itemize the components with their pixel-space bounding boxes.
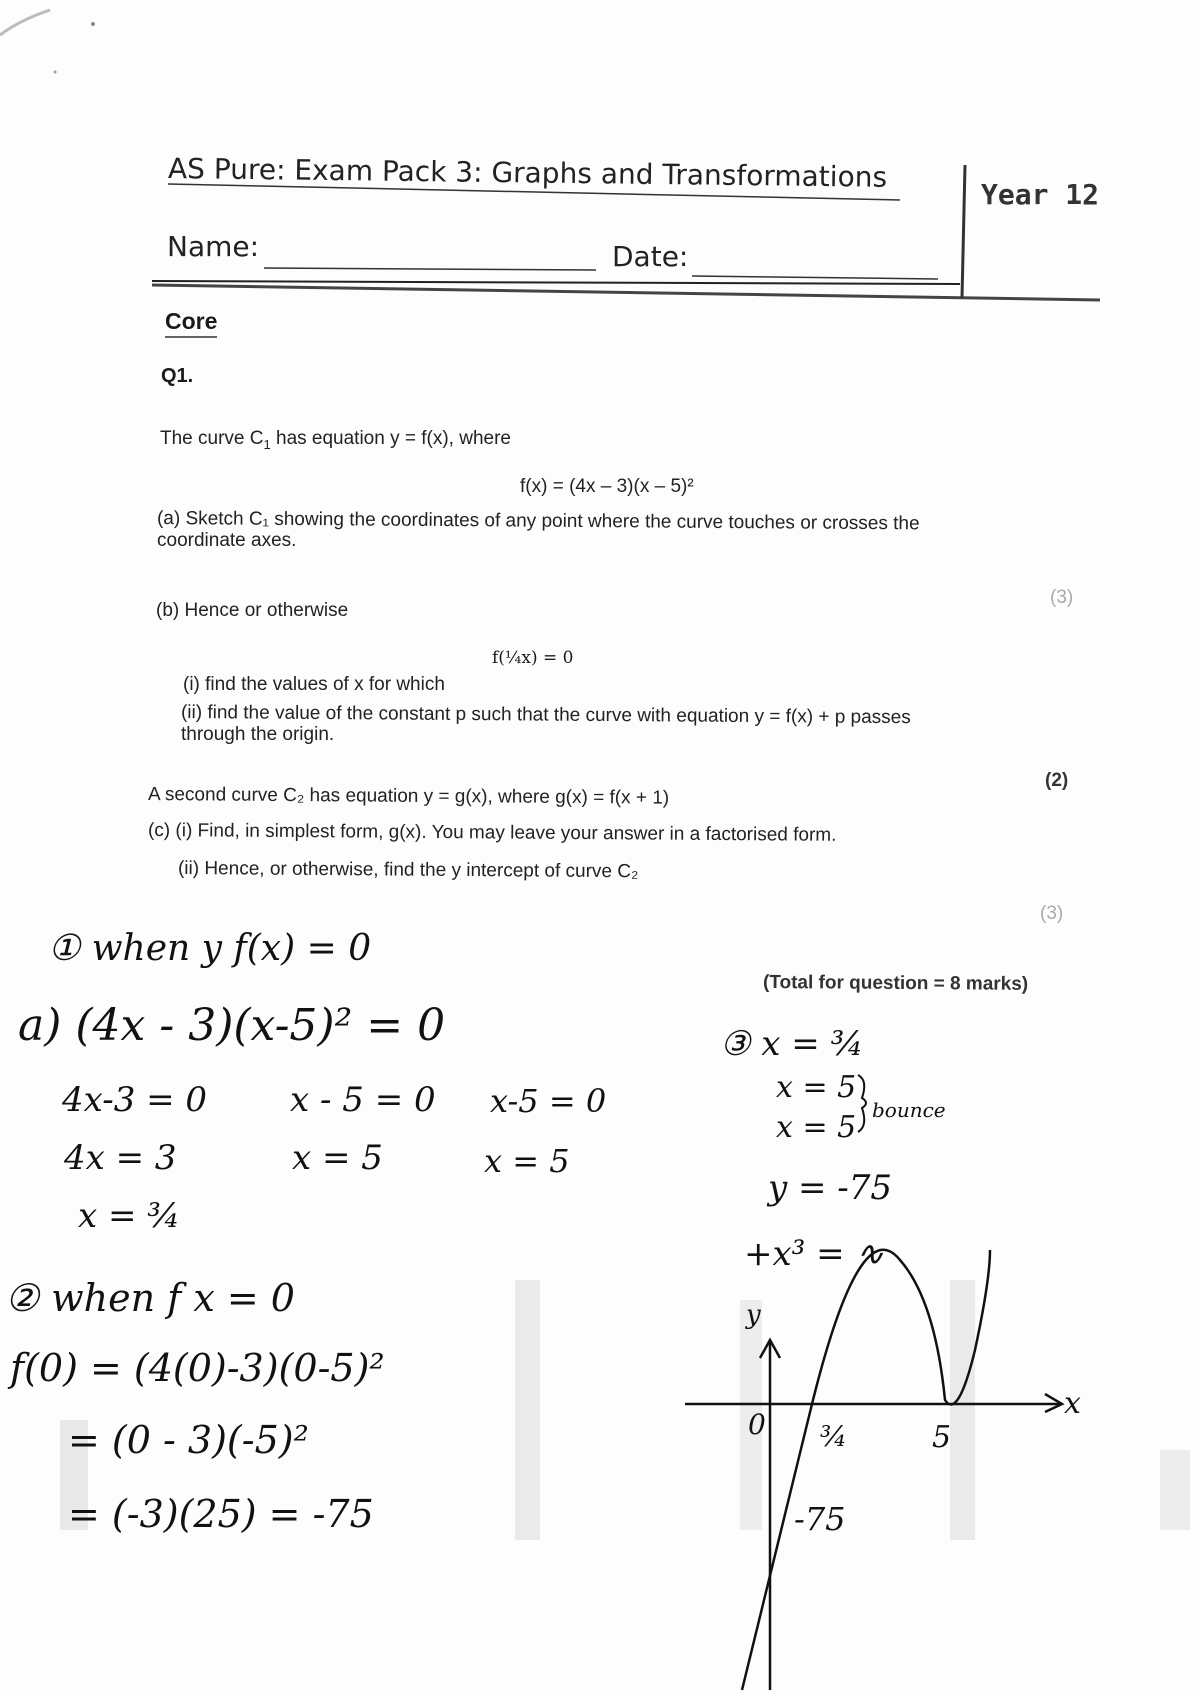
worksheet-title: AS Pure: Exam Pack 3: Graphs and Transformations	[167, 152, 888, 194]
hw-root-2: x = 5	[776, 1070, 857, 1105]
date-label: Date:	[612, 240, 689, 273]
c2-intro: A second curve C₂ has equation y = g(x), where g(x) = f(x + 1)	[147, 784, 670, 809]
hw-sub-1: f(0) = (4(0)-3)(0-5)²	[10, 1346, 385, 1390]
hw-eq-5: x = 5	[292, 1138, 383, 1178]
part-b-ii-text-cont: through the origin.	[181, 724, 335, 745]
sketch-label-y: y	[746, 1300, 761, 1330]
hw-root-3: x = 5	[776, 1110, 857, 1145]
part-c-i-text: (c) (i) Find, in simplest form, g(x). You may leave your answer in a factorised form.	[147, 820, 837, 846]
function-equation: f(x) = (4x – 3)(x – 5)²	[520, 476, 694, 497]
sketch-label-root-2: 5	[932, 1420, 952, 1455]
hw-eq-2: x - 5 = 0	[290, 1080, 436, 1120]
hw-sub-2: = (0 - 3)(-5)²	[68, 1418, 309, 1462]
sketch-curve	[742, 1250, 990, 1690]
hw-cubic-shape: +x³ = ∿	[744, 1234, 884, 1274]
hw-root-1: ③ x = ¾	[720, 1024, 864, 1064]
hw-eq-3: x-5 = 0	[490, 1082, 607, 1120]
part-b-i-text: (i) find the values of x for which	[183, 674, 445, 695]
section-heading: Core	[165, 308, 218, 334]
name-label: Name:	[167, 230, 260, 263]
mark-c: (3)	[1040, 903, 1064, 924]
sketch-label-root-1: ¾	[820, 1420, 848, 1453]
hw-eq-6: x = 5	[484, 1142, 570, 1180]
sketch-label-intercept: -75	[794, 1500, 846, 1538]
mark-a: (3)	[1050, 587, 1074, 608]
hw-bounce-note: bounce	[872, 1098, 946, 1122]
mark-b: (2)	[1045, 770, 1069, 791]
total-marks: (Total for question = 8 marks)	[762, 972, 1029, 995]
sketch-label-origin: 0	[748, 1408, 766, 1441]
hw-eq-7: x = ¾	[78, 1196, 181, 1236]
hw-y-intercept: y = -75	[768, 1168, 893, 1208]
hw-eq-4: 4x = 3	[64, 1138, 177, 1178]
hw-step-a: a) (4x - 3)(x-5)² = 0	[18, 1000, 446, 1051]
hw-step-2: ② when f x = 0	[5, 1276, 295, 1320]
question-intro: The curve $C_1$ has equation y = f(x), where	[160, 428, 511, 452]
question-number: Q1.	[161, 365, 194, 387]
part-c-ii-text: (ii) Hence, or otherwise, find the y intercept of curve C₂	[177, 858, 639, 883]
year-label: Year 12	[981, 178, 1100, 211]
sketch-label-x: x	[1064, 1386, 1081, 1421]
hw-sub-3: = (-3)(25) = -75	[68, 1492, 374, 1536]
part-b-text: (b) Hence or otherwise	[156, 600, 349, 621]
hw-eq-1: 4x-3 = 0	[62, 1080, 208, 1120]
part-a-text: (a) Sketch C₁ showing the coordinates of any point where the curve touches or crosses the	[156, 508, 920, 535]
part-b-i-function: f(¼x) = 0	[492, 648, 574, 668]
part-b-ii-text: (ii) find the value of the constant p such that the curve with equation y = f(x) + p passes	[180, 702, 911, 729]
part-a-text-cont: coordinate axes.	[157, 530, 297, 551]
hw-step-1: ① when y f(x) = 0	[48, 928, 372, 969]
